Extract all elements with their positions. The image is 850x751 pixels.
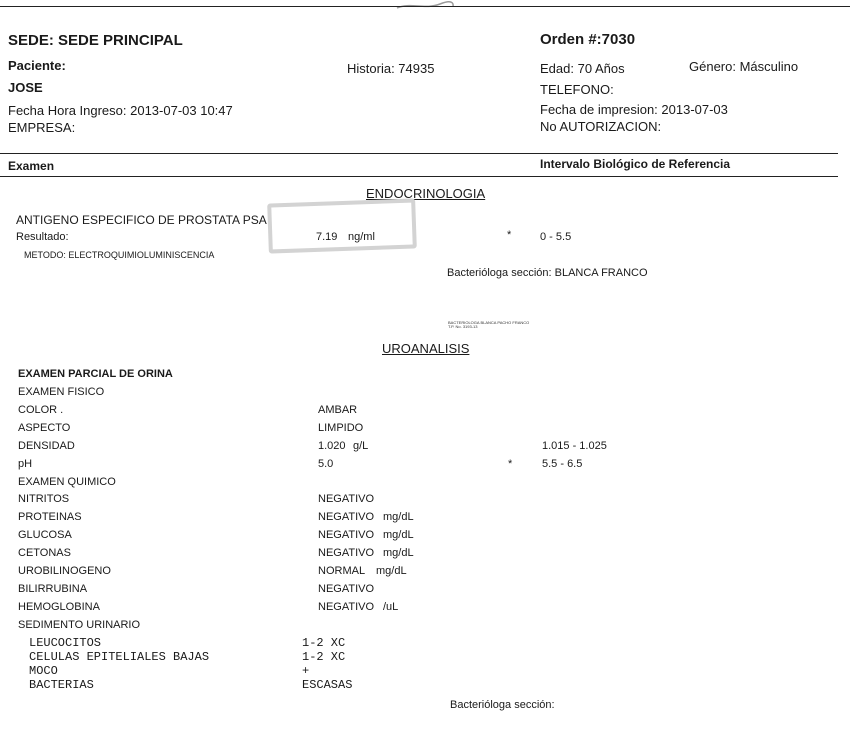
fecha-ingreso: Fecha Hora Ingreso: 2013-07-03 10:47 bbox=[8, 103, 233, 118]
autorizacion: No AUTORIZACION: bbox=[540, 119, 662, 134]
row-label: GLUCOSA bbox=[18, 529, 72, 541]
row-unit: /uL bbox=[383, 601, 399, 613]
genero: Género: Másculino bbox=[689, 59, 799, 74]
bacteriologa-uro: Bacterióloga sección: bbox=[450, 699, 555, 711]
telefono: TELEFONO: bbox=[540, 82, 614, 97]
row-value: LIMPIDO bbox=[318, 422, 364, 434]
sedimento-label: MOCO bbox=[29, 664, 58, 678]
sedimento-value: ESCASAS bbox=[302, 678, 353, 692]
psa-value: 7.19 bbox=[316, 231, 338, 243]
row-label: SEDIMENTO URINARIO bbox=[18, 619, 141, 631]
result-highlight-box bbox=[267, 198, 417, 253]
column-intervalo: Intervalo Biológico de Referencia bbox=[540, 157, 731, 171]
psa-test-name: ANTIGENO ESPECIFICO DE PROSTATA PSA bbox=[16, 213, 267, 227]
section-title-endocrinologia: ENDOCRINOLOGIA bbox=[366, 186, 486, 201]
row-label: COLOR . bbox=[18, 404, 64, 416]
row-range: 1.015 - 1.025 bbox=[542, 440, 607, 452]
row-unit: mg/dL bbox=[383, 529, 414, 541]
header-rule bbox=[0, 153, 838, 154]
sedimento-label: CELULAS EPITELIALES BAJAS bbox=[29, 650, 210, 664]
metodo: METODO: ELECTROQUIMIOLUMINISCENCIA bbox=[24, 250, 215, 260]
sedimento-value: 1-2 XC bbox=[302, 650, 346, 664]
row-label: NITRITOS bbox=[18, 493, 70, 505]
row-unit: mg/dL bbox=[383, 547, 414, 559]
psa-flag: * bbox=[507, 229, 512, 241]
row-value: NORMAL bbox=[318, 565, 366, 577]
row-label: EXAMEN FISICO bbox=[18, 386, 105, 398]
fecha-impresion: Fecha de impresion: 2013-07-03 bbox=[540, 102, 728, 117]
row-value: 5.0 bbox=[318, 458, 334, 470]
bacteriologa-endocrino: Bacterióloga sección: BLANCA FRANCO bbox=[447, 267, 648, 279]
signature-line-1: BACTERIOLOGA BLANCA PACHO FRANCO bbox=[448, 320, 530, 325]
orden-number: Orden #:7030 bbox=[540, 31, 636, 48]
top-rule bbox=[0, 6, 850, 7]
sede: SEDE: SEDE PRINCIPAL bbox=[8, 32, 183, 49]
historia: Historia: 74935 bbox=[347, 61, 435, 76]
sedimento-label: LEUCOCITOS bbox=[29, 636, 102, 650]
row-unit: g/L bbox=[353, 440, 369, 452]
row-value: NEGATIVO bbox=[318, 529, 375, 541]
paciente-nombre: JOSE bbox=[8, 80, 43, 95]
row-label: pH bbox=[18, 458, 33, 470]
row-label: EXAMEN QUIMICO bbox=[18, 476, 116, 488]
row-unit: mg/dL bbox=[383, 511, 414, 523]
row-unit: mg/dL bbox=[376, 565, 407, 577]
section-title-uroanalisis: UROANALISIS bbox=[382, 341, 470, 356]
row-label: UROBILINOGENO bbox=[18, 565, 111, 577]
row-label: PROTEINAS bbox=[18, 511, 82, 523]
row-label: ASPECTO bbox=[18, 422, 71, 434]
column-examen: Examen bbox=[8, 159, 55, 173]
psa-unit: ng/ml bbox=[348, 231, 375, 243]
row-label: BILIRRUBINA bbox=[18, 583, 88, 595]
resultado-label: Resultado: bbox=[16, 231, 69, 243]
paciente-label: Paciente: bbox=[8, 58, 66, 73]
row-flag: * bbox=[508, 458, 513, 470]
signature-line-2: T.P. No. 3193-13 bbox=[448, 324, 478, 329]
empresa: EMPRESA: bbox=[8, 120, 76, 135]
row-label: DENSIDAD bbox=[18, 440, 75, 452]
sedimento-value: 1-2 XC bbox=[302, 636, 346, 650]
row-label: HEMOGLOBINA bbox=[18, 601, 100, 613]
row-value: NEGATIVO bbox=[318, 511, 375, 523]
row-value: NEGATIVO bbox=[318, 547, 375, 559]
row-value: 1.020 bbox=[318, 440, 346, 452]
examen-parcial-orina: EXAMEN PARCIAL DE ORINA bbox=[18, 368, 173, 380]
sedimento-label: BACTERIAS bbox=[29, 678, 94, 692]
column-rule bbox=[0, 176, 838, 177]
row-value: AMBAR bbox=[318, 404, 358, 416]
row-value: NEGATIVO bbox=[318, 583, 375, 595]
sedimento-value: + bbox=[302, 664, 310, 678]
psa-range: 0 - 5.5 bbox=[540, 231, 572, 243]
row-value: NEGATIVO bbox=[318, 493, 375, 505]
row-range: 5.5 - 6.5 bbox=[542, 458, 583, 470]
row-value: NEGATIVO bbox=[318, 601, 375, 613]
edad: Edad: 70 Años bbox=[540, 61, 625, 76]
row-label: CETONAS bbox=[18, 547, 71, 559]
